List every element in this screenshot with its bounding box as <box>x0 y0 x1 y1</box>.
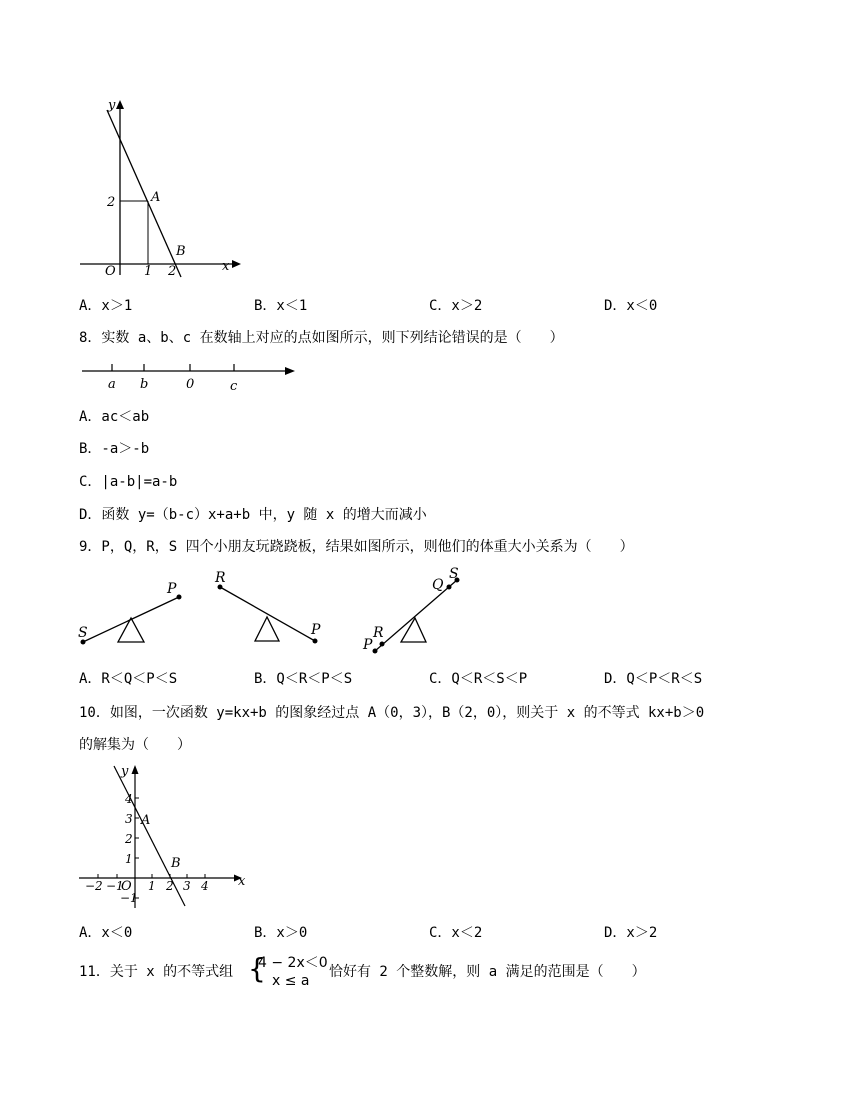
seesaw1-label-p: P <box>167 581 177 597</box>
seesaw3-label-s: S <box>449 566 459 582</box>
point-a-label: A <box>141 813 151 828</box>
q9-option-b[interactable]: B．Q＜R＜P＜S <box>254 671 353 687</box>
y-tick-2: 2 <box>125 832 133 846</box>
q9-stem: 9．P，Q，R，S 四个小朋友玩跷跷板，结果如图所示，则他们的体重大小关系为（ ） <box>79 539 634 555</box>
q7-option-c[interactable]: C．x＞2 <box>429 298 483 314</box>
y-tick-neg1: −1 <box>120 891 138 905</box>
origin-label: O <box>121 879 132 894</box>
seesaw2-label-r: R <box>215 570 226 586</box>
point-a-label: A <box>151 190 161 205</box>
q10-option-a[interactable]: A．x＜0 <box>79 925 133 941</box>
x-tick-2: 2 <box>168 264 177 279</box>
q10-graph <box>75 760 255 915</box>
system-brace: { <box>248 952 266 985</box>
q9-seesaw-3 <box>360 566 470 658</box>
q8-option-b[interactable]: B．-a＞-b <box>79 441 150 457</box>
q8-option-a[interactable]: A．ac＜ab <box>79 409 150 425</box>
y-tick-1: 1 <box>125 852 133 866</box>
x-axis-label: x <box>222 259 230 274</box>
q8-option-d[interactable]: D．函数 y=（b-c）x+a+b 中，y 随 x 的增大而减小 <box>79 507 427 523</box>
seesaw1-label-s: S <box>78 625 88 641</box>
x-axis-label: x <box>238 874 246 889</box>
numberline-label-a: a <box>108 377 116 392</box>
q10-stem-line2: 的解集为（ ） <box>79 737 191 753</box>
x-tick-4: 4 <box>201 879 209 893</box>
seesaw2-label-p: P <box>311 622 321 638</box>
point-b-label: B <box>176 244 186 259</box>
system-line-1: 4 − 2x＜0 <box>258 955 328 971</box>
numberline-label-c: c <box>230 379 238 394</box>
q7-option-d[interactable]: D．x＜0 <box>604 298 658 314</box>
point-b-label: B <box>171 856 181 871</box>
q11-stem-before: 11．关于 x 的不等式组 <box>79 964 234 980</box>
q10-option-c[interactable]: C．x＜2 <box>429 925 483 941</box>
q8-stem: 8．实数 a、b、c 在数轴上对应的点如图所示，则下列结论错误的是（ ） <box>79 330 564 346</box>
numberline-label-zero: 0 <box>186 377 195 392</box>
seesaw3-label-q: Q <box>432 577 444 593</box>
q9-seesaw-1 <box>75 578 190 648</box>
y-tick-2: 2 <box>107 195 116 210</box>
system-line-2: x ≤ a <box>272 973 310 989</box>
x-tick-1: 1 <box>144 264 153 279</box>
seesaw3-label-p: P <box>363 637 373 653</box>
q8-option-c[interactable]: C．|a-b|=a-b <box>79 474 178 490</box>
x-tick-3: 3 <box>183 879 191 893</box>
y-axis-label: y <box>121 764 129 779</box>
y-tick-3: 3 <box>125 812 133 826</box>
q7-option-b[interactable]: B．x＜1 <box>254 298 308 314</box>
q9-seesaw-2 <box>210 570 330 648</box>
x-tick-2: 2 <box>166 879 174 893</box>
q9-option-a[interactable]: A．R＜Q＜P＜S <box>79 671 178 687</box>
x-tick-neg2: −2 <box>85 879 103 893</box>
seesaw3-label-r: R <box>373 625 384 641</box>
x-tick-1: 1 <box>148 879 156 893</box>
numberline-label-b: b <box>140 377 149 392</box>
q9-option-c[interactable]: C．Q＜R＜S＜P <box>429 671 528 687</box>
q10-stem-line1: 10．如图，一次函数 y=kx+b 的图象经过点 A（0，3），B（2，0），则关于 x 的不等式 kx+b＞0 <box>79 705 705 721</box>
q10-option-d[interactable]: D．x＞2 <box>604 925 658 941</box>
q7-option-a[interactable]: A．x＞1 <box>79 298 133 314</box>
x-tick-neg1: −1 <box>106 879 124 893</box>
q11-stem-after: 恰好有 2 个整数解，则 a 满足的范围是（ ） <box>329 964 646 980</box>
q7-graph <box>75 95 245 280</box>
origin-label: O <box>105 264 116 279</box>
y-tick-4: 4 <box>125 792 133 806</box>
q8-number-line <box>80 360 300 394</box>
y-axis-label: y <box>108 98 116 113</box>
q9-option-d[interactable]: D．Q＜P＜R＜S <box>604 671 703 687</box>
q10-option-b[interactable]: B．x＞0 <box>254 925 308 941</box>
